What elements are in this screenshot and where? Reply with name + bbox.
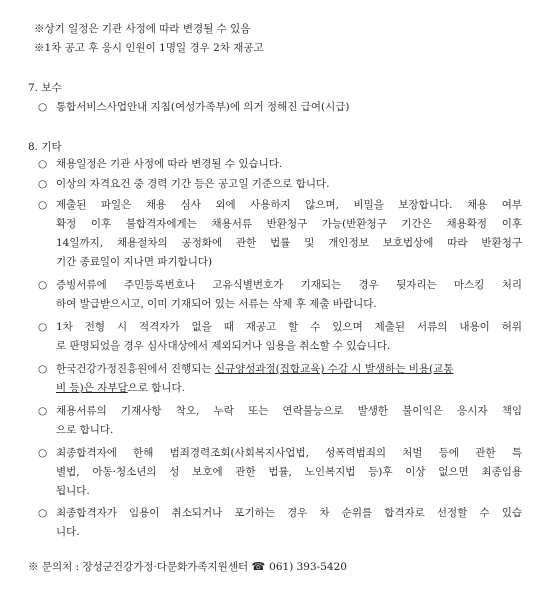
list-item-continuation: 로 판명되었을 경우 심사대상에서 제외되거나 임용을 취소할 수 있습니다. xyxy=(56,340,391,352)
list-item: 최종합격자가 임용이 취소되거나 포기하는 경우 차 순위를 합격자로 선정할 수 있습 xyxy=(56,507,522,519)
list-bullet: ○ xyxy=(38,363,48,375)
list-item: 이상의 자격요건 중 경력 기간 등은 공고일 기준으로 합니다. xyxy=(56,178,330,190)
contact-phone: 061) 393-5420 xyxy=(269,561,347,573)
section-7-heading: 7. 보수 xyxy=(28,82,62,94)
list-bullet: ○ xyxy=(38,405,48,417)
list-bullet: ○ xyxy=(38,178,48,190)
contact-label: ※ 문의처 : 장성군건강가정·다문화가족지원센터 xyxy=(28,561,252,573)
list-bullet: ○ xyxy=(38,447,48,459)
list-item: 제출된 파일은 채용 심사 외에 사용하지 않으며, 비밀을 보장합니다. 채용 여부 xyxy=(56,199,522,211)
list-item: 증빙서류에 주민등록번호나 고유식별번호가 기재되는 경우 뒷자리는 마스킹 처리 xyxy=(56,279,522,291)
list-bullet: ○ xyxy=(38,199,48,211)
list-bullet: ○ xyxy=(38,507,48,519)
list-item-continuation: 니다. xyxy=(56,526,80,538)
list-item: 채용일정은 기관 사정에 따라 변경될 수 있습니다. xyxy=(56,158,283,170)
list-item-continuation: 기간 종료일이 지나면 파기합니다) xyxy=(56,256,213,268)
section-8-heading: 8. 기타 xyxy=(28,141,62,153)
contact-line xyxy=(28,560,347,574)
list-bullet: ○ xyxy=(38,279,48,291)
re-announcement-note: ※1차 공고 후 응시 인원이 1명일 경우 2차 재공고 xyxy=(34,42,264,54)
list-item-continuation: 됩니다. xyxy=(56,485,90,497)
list-item-continuation: 별법, 아동·청소년의 성 보호에 관한 법률, 노인복지법 등)후 이상 없으면 최종임용 xyxy=(56,466,522,478)
list-bullet: ○ xyxy=(38,321,48,333)
underlined-text: 비 등)은 자부담 xyxy=(56,382,128,394)
list-item-continuation: 확정 이후 불합격자에게는 채용서류 반환청구 가능(반환청구 기간은 채용확정 이후 xyxy=(56,218,522,230)
list-item-text: 한국건강가정진흥원에서 진행되는 xyxy=(56,363,215,375)
list-item: 최종합격자에 한해 범죄경력조회(사회복지사업법, 성폭력범죄의 처벌 등에 관한 특 xyxy=(56,447,522,459)
section-7-item: 통합서비스사업안내 지침(여성가족부)에 의거 정해진 급여(시급) xyxy=(56,101,350,113)
schedule-change-note: ※상기 일정은 기관 사정에 따라 변경될 수 있음 xyxy=(34,23,251,35)
list-bullet: ○ xyxy=(38,158,48,170)
list-item: 채용서류의 기재사항 착오, 누락 또는 연락불능으로 발생한 불이익은 응시자 책임 xyxy=(56,405,522,417)
underlined-text: 신규양성과정(집합교육) 수강 시 발생하는 비용(교통 xyxy=(214,363,454,375)
list-item xyxy=(56,362,453,376)
section-7-bullet: ○ xyxy=(38,101,48,113)
list-item: 1차 전형 시 적격자가 없을 때 재공고 할 수 있으며 제출된 서류의 내용이 허위 xyxy=(56,321,522,333)
list-item-continuation: 으로 합니다. xyxy=(56,424,114,436)
list-item-continuation xyxy=(56,381,185,395)
list-item-continuation: 14일까지, 채용절차의 공정화에 관한 법률 및 개인정보 보호법상에 따라 반환청구 xyxy=(56,237,522,249)
list-item-continuation: 하여 발급받으시고, 이미 기재되어 있는 서류는 삭제 후 제출 바랍니다. xyxy=(56,298,377,310)
telephone-icon: ☎ xyxy=(251,560,266,573)
list-item-text: 으로 합니다. xyxy=(127,382,186,394)
